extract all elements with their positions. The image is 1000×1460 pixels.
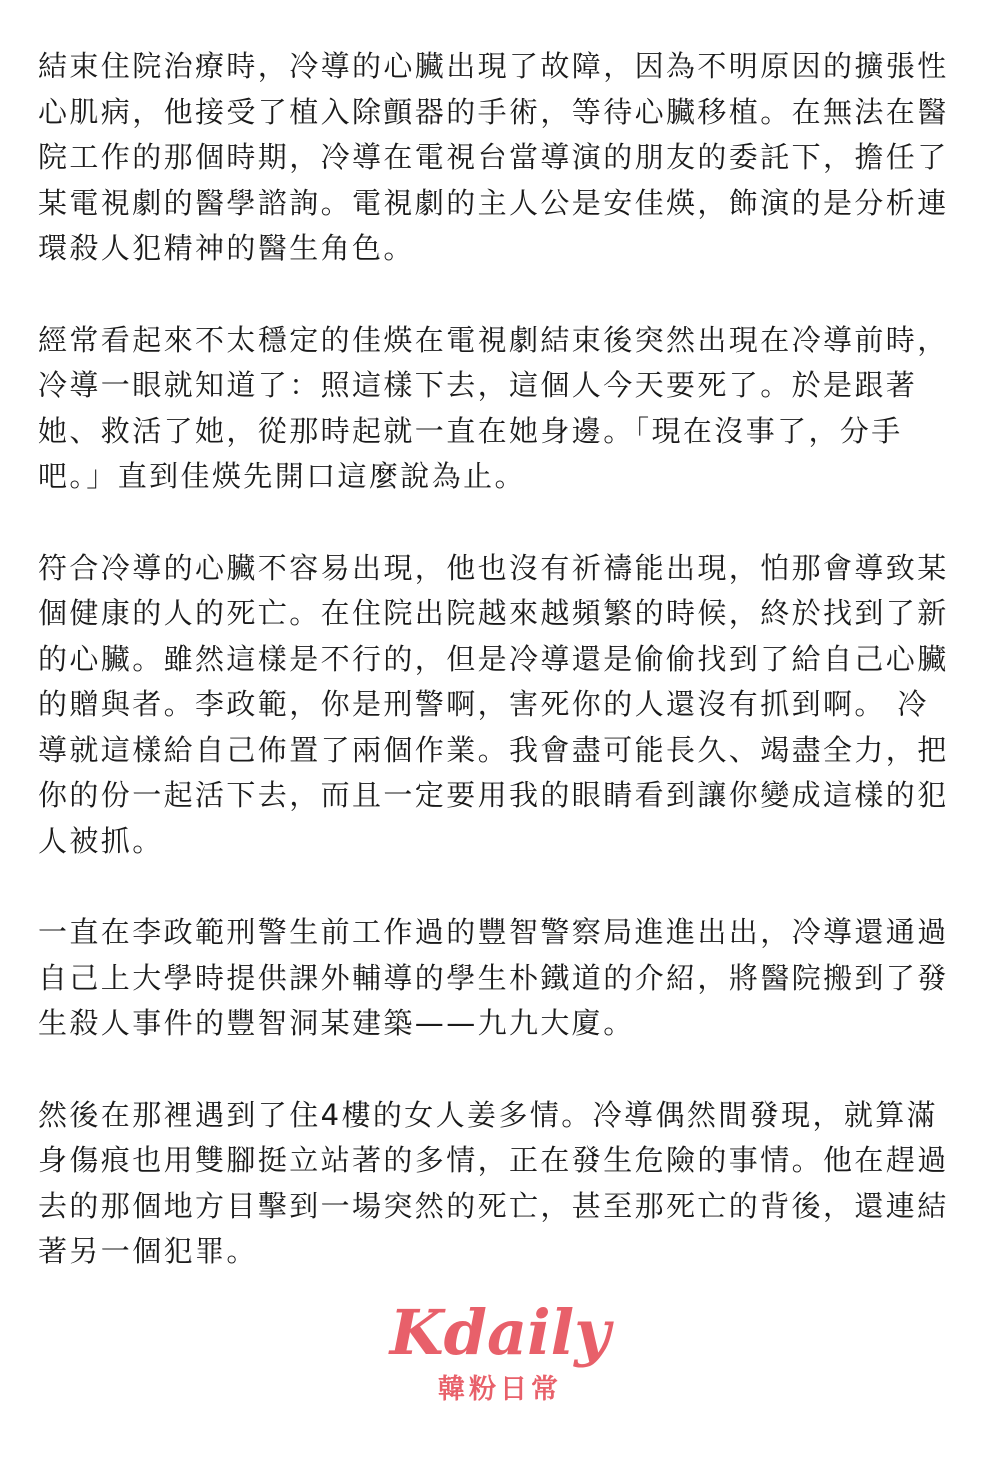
logo-subtitle: 韓粉日常 bbox=[438, 1374, 562, 1405]
text-line: 經常看起來不太穩定的佳煐在電視劇結束後突然出現在冷導前時， bbox=[38, 322, 949, 357]
text-line: 生殺人事件的豐智洞某建築——九九大廈。 bbox=[38, 1006, 635, 1040]
text-line: 吧。」直到佳煐先開口這麼說為止。 bbox=[38, 459, 526, 493]
text-line: 的贈與者。李政範，你是刑警啊，害死你的人還沒有抓到啊。 冷 bbox=[38, 687, 929, 721]
paragraph-4 bbox=[38, 910, 958, 1047]
text-line: 心肌病，他接受了植入除顫器的手術，等待心臟移植。在無法在醫 bbox=[38, 94, 949, 129]
logo-brand-text: Kdaily bbox=[389, 1296, 611, 1369]
text-line: 去的那個地方目擊到一場突然的死亡，甚至那死亡的背後，還連結 bbox=[38, 1188, 949, 1223]
text-line: 結束住院治療時，冷導的心臟出現了故障，因為不明原因的擴張性 bbox=[38, 49, 949, 83]
text-line: 你的份一起活下去，而且一定要用我的眼睛看到讓你變成這樣的犯 bbox=[38, 778, 949, 812]
text-line: 人被抓。 bbox=[38, 823, 164, 858]
paragraph-1 bbox=[38, 44, 958, 272]
article-body bbox=[38, 44, 958, 1321]
text-line: 著另一個犯罪。 bbox=[38, 1234, 258, 1268]
text-line: 個健康的人的死亡。在住院出院越來越頻繁的時候，終於找到了新 bbox=[38, 596, 949, 630]
text-line: 身傷痕也用雙腳挺立站著的多情，正在發生危險的事情。他在趕過 bbox=[38, 1143, 949, 1177]
text-line: 的心臟。雖然這樣是不行的，但是冷導還是偷偷找到了給自己心臟 bbox=[38, 641, 949, 676]
paragraph-5 bbox=[38, 1093, 958, 1275]
text-line: 符合冷導的心臟不容易出現，他也沒有祈禱能出現，怕那會導致某 bbox=[38, 550, 949, 585]
paragraph-3 bbox=[38, 546, 958, 865]
text-line: 冷導一眼就知道了：照這樣下去，這個人今天要死了。於是跟著 bbox=[38, 368, 918, 402]
kdaily-logo-graphic bbox=[372, 1290, 628, 1410]
text-line: 某電視劇的醫學諮詢。電視劇的主人公是安佳煐，飾演的是分析連 bbox=[38, 185, 949, 220]
text-line: 然後在那裡遇到了住4樓的女人姜多情。冷導偶然間發現，就算滿 bbox=[38, 1097, 939, 1132]
text-line: 院工作的那個時期，冷導在電視台當導演的朋友的委託下，擔任了 bbox=[38, 140, 949, 174]
text-line: 環殺人犯精神的醫生角色。 bbox=[38, 231, 415, 265]
text-line: 自己上大學時提供課外輔導的學生朴鐵道的介紹，將醫院搬到了發 bbox=[38, 960, 949, 995]
kdaily-logo bbox=[372, 1290, 628, 1410]
text-line: 一直在李政範刑警生前工作過的豐智警察局進進出出，冷導還通過 bbox=[38, 915, 949, 949]
text-line: 導就這樣給自己佈置了兩個作業。我會盡可能長久、竭盡全力，把 bbox=[38, 732, 949, 767]
paragraph-2 bbox=[38, 318, 958, 500]
text-line: 她、救活了她，從那時起就一直在她身邊。「現在沒事了，分手 bbox=[38, 413, 903, 448]
